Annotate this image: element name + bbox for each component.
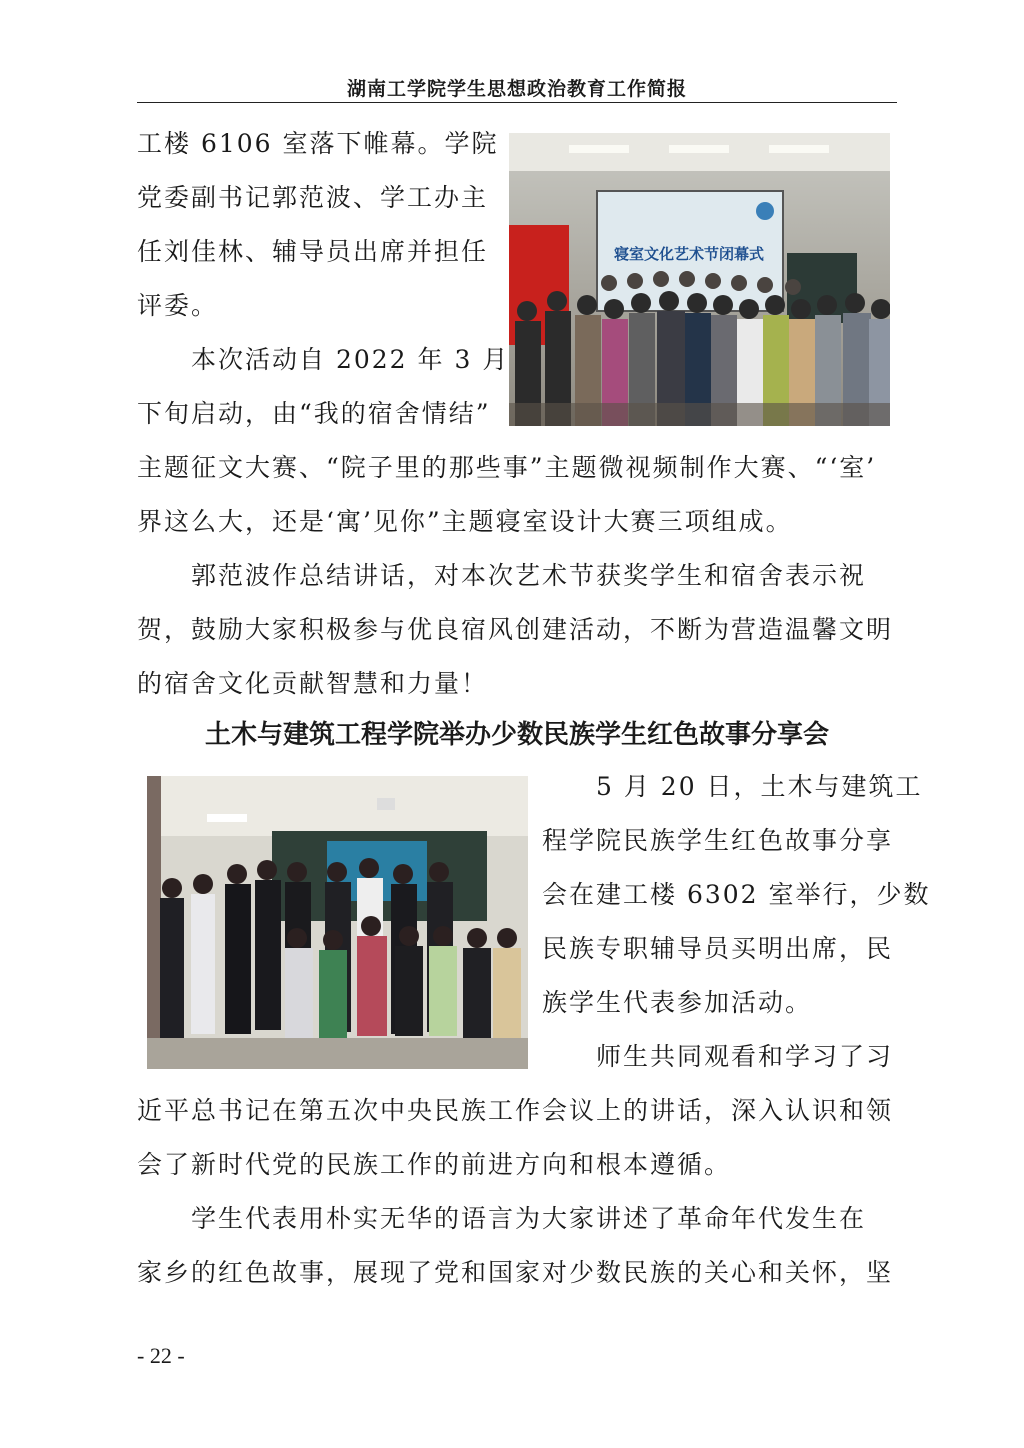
text-line: 的宿舍文化贡献智慧和力量！: [137, 669, 489, 698]
text-line: 程学院民族学生红色故事分享: [542, 826, 894, 855]
text-line: 族学生代表参加活动。: [542, 988, 813, 1017]
red-story-group-photo-image: [147, 776, 528, 1069]
text-line: 工楼 6106 室落下帷幕。学院: [137, 129, 499, 158]
text-line: 师生共同观看和学习了习: [542, 1042, 894, 1071]
closing-ceremony-photo: [509, 133, 890, 426]
text-line: 家乡的红色故事，展现了党和国家对少数民族的关心和关怀，坚: [137, 1258, 894, 1287]
text-line: 党委副书记郭范波、学工办主: [137, 183, 489, 212]
page-number: - 22 -: [137, 1343, 185, 1368]
text-line: 贺，鼓励大家积极参与优良宿风创建活动，不断为营造温馨文明: [137, 615, 894, 644]
text-line: 学生代表用朴实无华的语言为大家讲述了革命年代发生在: [137, 1204, 867, 1233]
text-line: 评委。: [137, 291, 219, 320]
text-line: 下旬启动，由“我的宿舍情结”: [137, 399, 491, 428]
text-line: 近平总书记在第五次中央民族工作会议上的讲话，深入认识和领: [137, 1096, 894, 1125]
text-line: 主题征文大赛、“院子里的那些事”主题微视频制作大赛、“‘室’: [137, 453, 877, 482]
closing-ceremony-photo-image: [509, 133, 890, 426]
text-line: 会了新时代党的民族工作的前进方向和根本遵循。: [137, 1150, 732, 1179]
text-line: 民族专职辅导员买明出席，民: [542, 934, 894, 963]
text-line: 5 月 20 日，土木与建筑工: [542, 772, 923, 801]
report-header-title: 湖南工学院学生思想政治教育工作简报: [346, 78, 687, 100]
slide-title-text: 寝室文化艺术节闭幕式: [614, 245, 765, 263]
text-line: 会在建工楼 6302 室举行，少数: [542, 880, 931, 909]
red-story-group-photo: [147, 776, 528, 1069]
text-line: 本次活动自 2022 年 3 月: [137, 345, 510, 374]
text-line: 郭范波作总结讲话，对本次艺术节获奖学生和宿舍表示祝: [137, 561, 867, 590]
header-divider: [137, 102, 897, 103]
text-line: 任刘佳林、辅导员出席并担任: [137, 237, 489, 266]
text-line: 界这么大，还是‘寓’见你”主题寝室设计大赛三项组成。: [137, 507, 793, 536]
article2-title: 土木与建筑工程学院举办少数民族学生红色故事分享会: [204, 720, 829, 750]
